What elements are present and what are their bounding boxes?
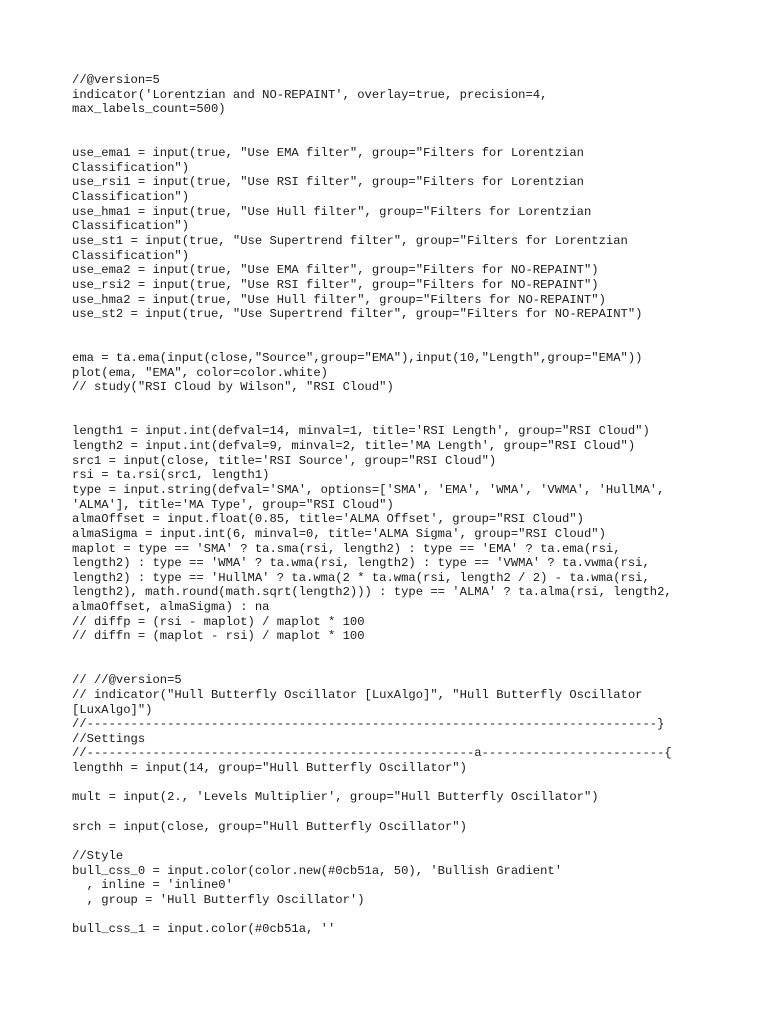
code-line: // study("RSI Cloud by Wilson", "RSI Cloud") — [72, 380, 394, 395]
code-line: use_ema2 = input(true, "Use EMA filter", group="Filters for NO-REPAINT") — [72, 263, 599, 278]
code-line: length2) : type == 'HullMA' ? ta.wma(2 * ta.wma(rsi, length2 / 2) - ta.wma(rsi, — [72, 570, 650, 585]
code-line: use_hma2 = input(true, "Use Hull filter", group="Filters for NO-REPAINT") — [72, 292, 606, 307]
code-line: lengthh = input(14, group="Hull Butterfly Oscillator") — [72, 761, 467, 776]
code-line: indicator('Lorentzian and NO-REPAINT', overlay=true, precision=4, — [72, 87, 548, 102]
code-line: max_labels_count=500) — [72, 102, 226, 117]
code-line — [72, 776, 732, 791]
code-line: almaSigma = input.int(6, minval=0, title='ALMA Sigma', group="RSI Cloud") — [72, 526, 606, 541]
code-line: almaOffset = input.float(0.85, title='ALMA Offset', group="RSI Cloud") — [72, 512, 584, 527]
code-line: length2 = input.int(defval=9, minval=2, title='MA Length', group="RSI Cloud") — [72, 439, 636, 454]
code-line: [LuxAlgo]") — [72, 702, 153, 717]
code-line: //Style — [72, 848, 124, 863]
code-line — [72, 132, 732, 147]
code-line: // diffp = (rsi - maplot) / maplot * 100 — [72, 614, 365, 629]
code-line: use_rsi1 = input(true, "Use RSI filter", group="Filters for Lorentzian — [72, 175, 584, 190]
code-line: Classification") — [72, 190, 190, 205]
code-line: // //@version=5 — [72, 673, 182, 688]
code-line — [72, 395, 732, 410]
code-line: length2), math.round(math.sqrt(length2))) : type == 'ALMA' ? ta.alma(rsi, length2, — [72, 585, 672, 600]
code-line: use_st1 = input(true, "Use Supertrend filter", group="Filters for Lorentzian — [72, 234, 628, 249]
code-line: Classification") — [72, 248, 190, 263]
code-line: 'ALMA'], title='MA Type', group="RSI Cloud") — [72, 497, 394, 512]
code-line — [72, 410, 732, 425]
code-line — [72, 322, 732, 337]
code-line — [72, 659, 732, 674]
code-line: bull_css_0 = input.color(color.new(#0cb51a, 50), 'Bullish Gradient' — [72, 863, 563, 878]
code-line: //-----------------------------------------------------a-------------------------{ — [72, 746, 672, 761]
code-line: length1 = input.int(defval=14, minval=1, title='RSI Length', group="RSI Cloud") — [72, 424, 650, 439]
code-line — [72, 805, 732, 820]
code-line: Classification") — [72, 219, 190, 234]
code-line: rsi = ta.rsi(src1, length1) — [72, 468, 270, 483]
code-line: bull_css_1 = input.color(#0cb51a, '' — [72, 922, 336, 937]
code-line — [72, 337, 732, 352]
code-line: use_hma1 = input(true, "Use Hull filter", group="Filters for Lorentzian — [72, 204, 592, 219]
code-line: srch = input(close, group="Hull Butterfly Oscillator") — [72, 819, 467, 834]
code-line: length2) : type == 'WMA' ? ta.wma(rsi, length2) : type == 'VWMA' ? ta.vwma(rsi, — [72, 556, 650, 571]
code-line: // diffn = (maplot - rsi) / maplot * 100 — [72, 629, 365, 644]
code-line: // indicator("Hull Butterfly Oscillator [LuxAlgo]", "Hull Butterfly Oscillator — [72, 687, 643, 702]
code-line: mult = input(2., 'Levels Multiplier', group="Hull Butterfly Oscillator") — [72, 790, 599, 805]
code-line: ema = ta.ema(input(close,"Source",group="EMA"),input(10,"Length",group="EMA")) — [72, 351, 643, 366]
code-line: plot(ema, "EMA", color=color.white) — [72, 365, 328, 380]
code-line: maplot = type == 'SMA' ? ta.sma(rsi, length2) : type == 'EMA' ? ta.ema(rsi, — [72, 541, 621, 556]
code-line: use_rsi2 = input(true, "Use RSI filter", group="Filters for NO-REPAINT") — [72, 277, 599, 292]
code-line: , group = 'Hull Butterfly Oscillator') — [72, 892, 365, 907]
code-line: src1 = input(close, title='RSI Source', group="RSI Cloud") — [72, 453, 497, 468]
code-line — [72, 834, 732, 849]
code-line: Classification") — [72, 160, 190, 175]
code-line: , inline = 'inline0' — [72, 878, 233, 893]
code-line: //@version=5 — [72, 73, 160, 87]
code-line — [72, 908, 732, 923]
code-line: use_st2 = input(true, "Use Supertrend filter", group="Filters for NO-REPAINT") — [72, 307, 643, 322]
code-line: use_ema1 = input(true, "Use EMA filter", group="Filters for Lorentzian — [72, 146, 584, 161]
code-line: almaOffset, almaSigma) : na — [72, 600, 270, 615]
code-line — [72, 117, 732, 132]
code-line: type = input.string(defval='SMA', options=['SMA', 'EMA', 'WMA', 'VWMA', 'HullMA', — [72, 482, 665, 497]
code-listing — [72, 73, 732, 937]
code-line — [72, 644, 732, 659]
code-line: //Settings — [72, 731, 146, 746]
code-line: //------------------------------------------------------------------------------} — [72, 717, 665, 732]
